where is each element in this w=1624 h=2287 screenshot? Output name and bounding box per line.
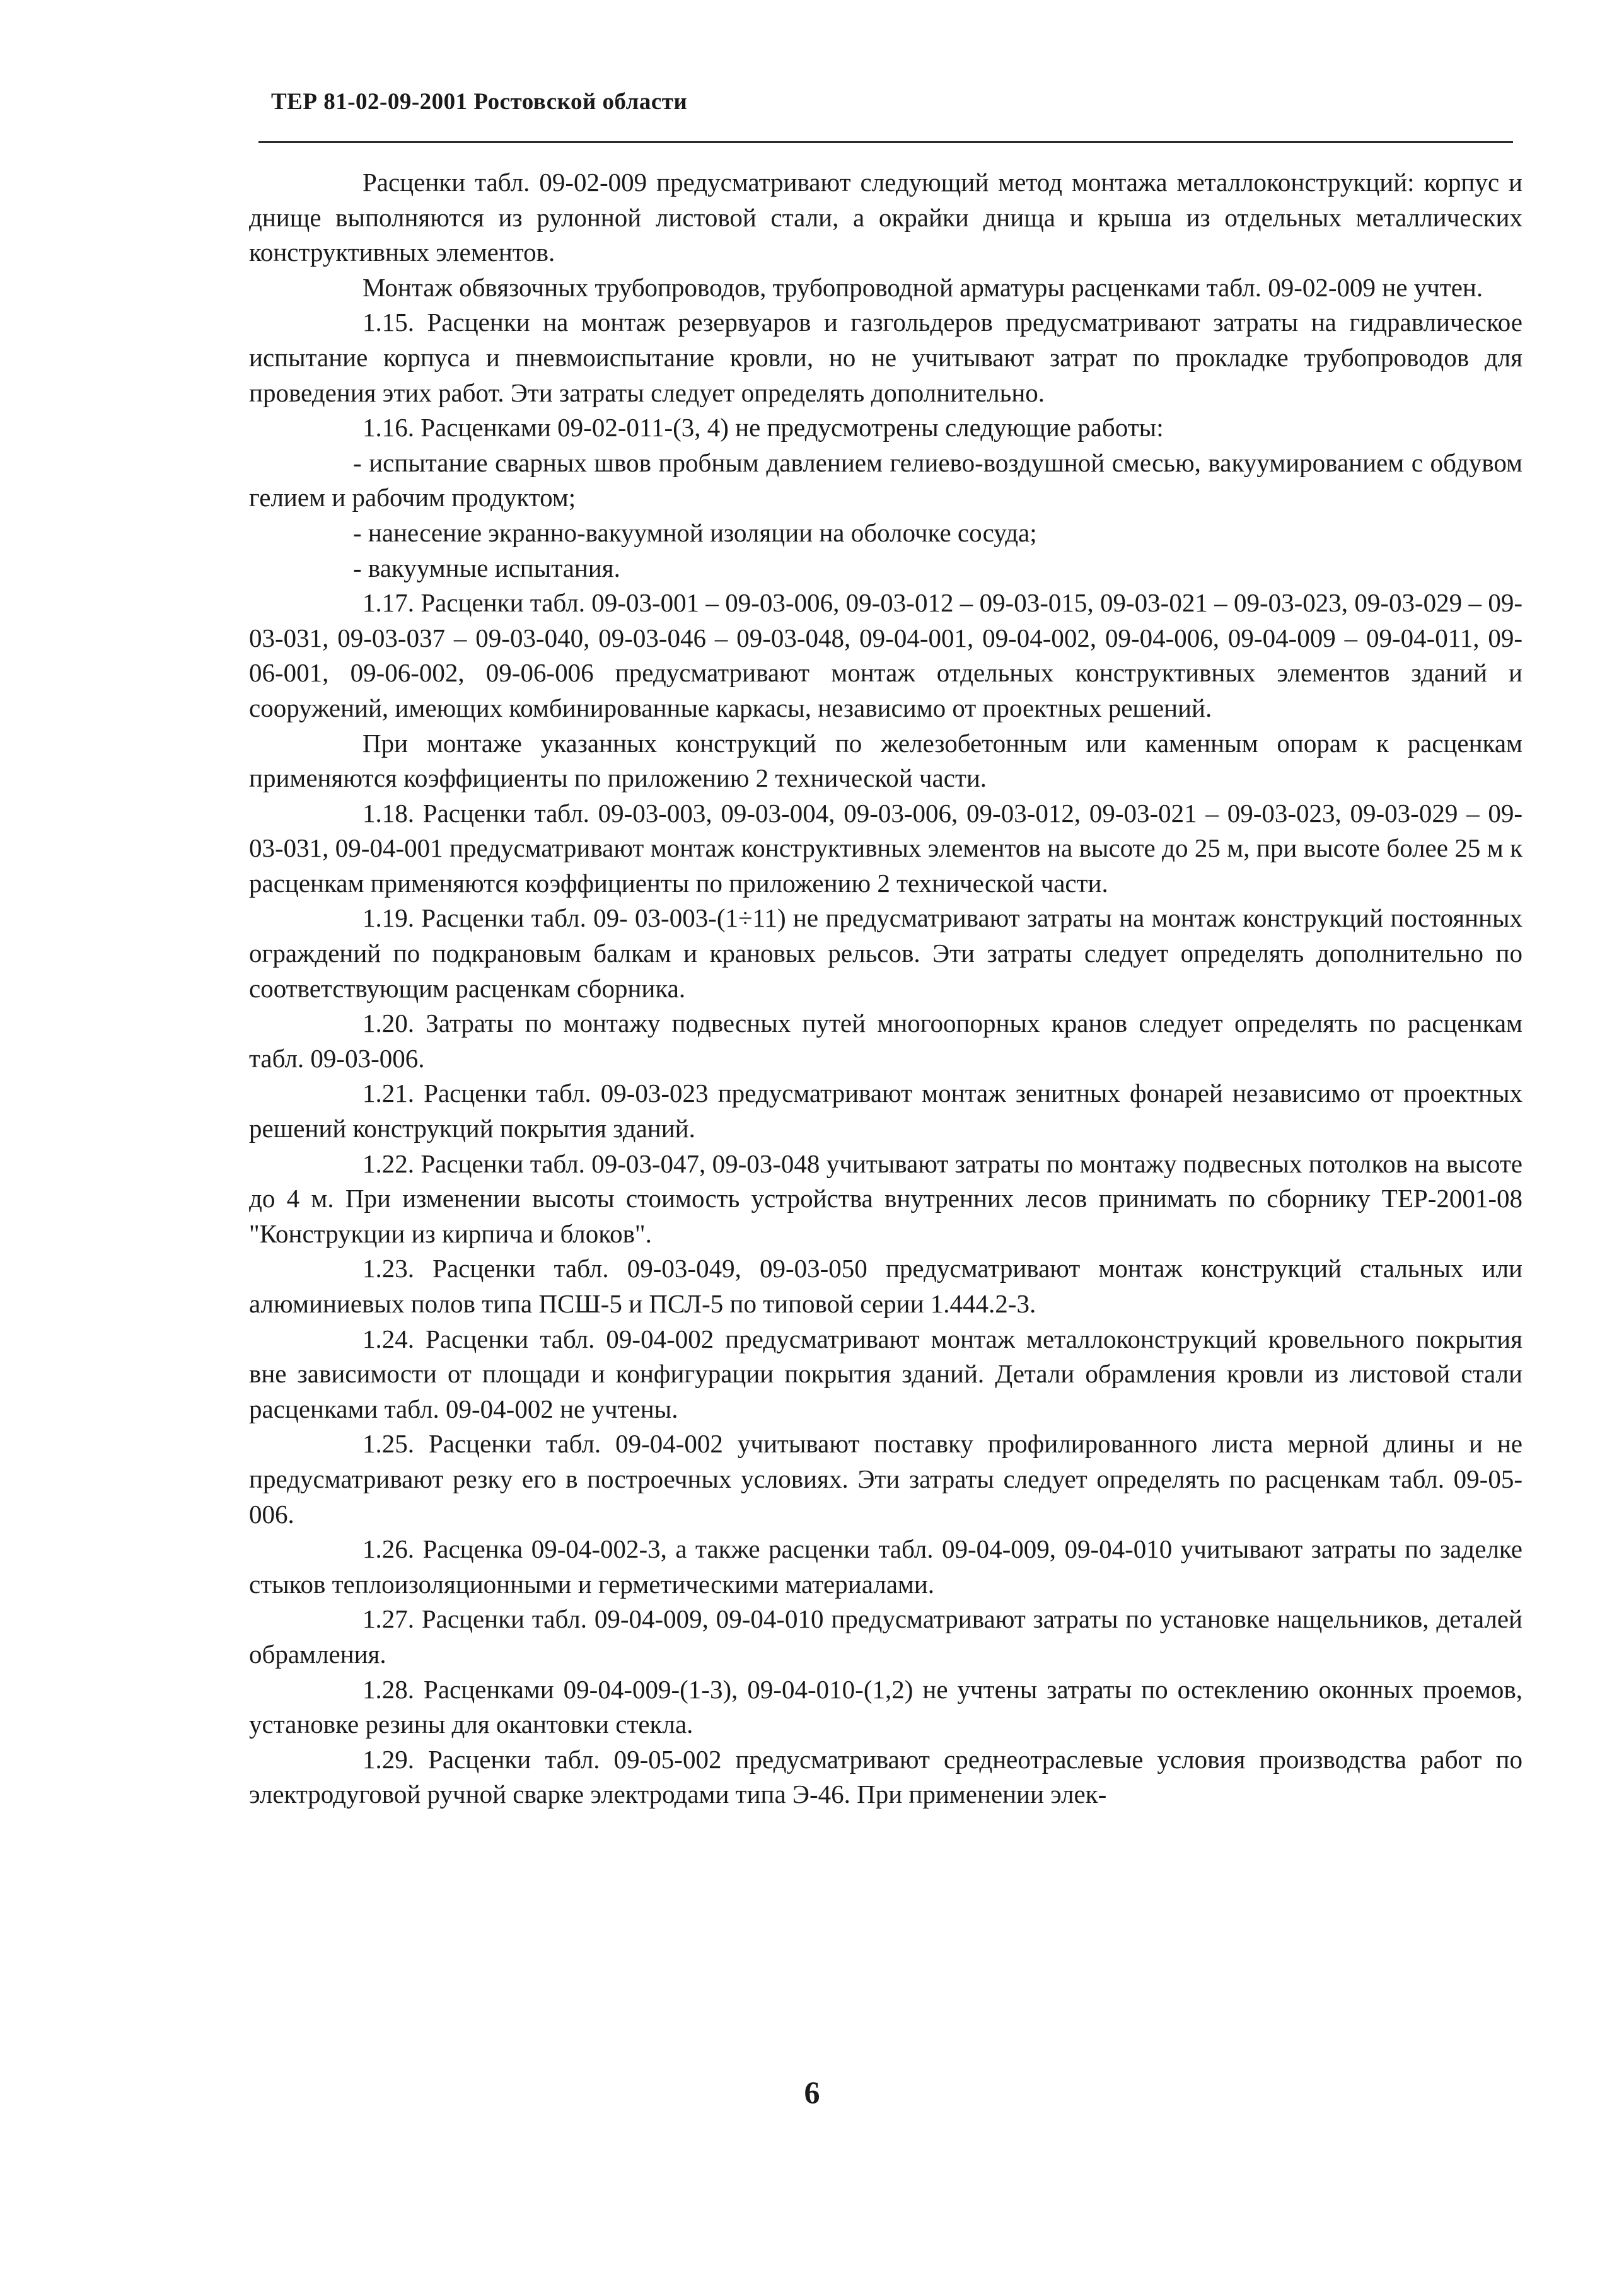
paragraph-1-20: 1.20. Затраты по монтажу подвесных путей многоопорных кранов следует определять по расценкам табл. 09-03-006. — [249, 1009, 1522, 1073]
paragraph-1-26: 1.26. Расценка 09-04-002-3, а также расценки табл. 09-04-009, 09-04-010 учитывают затраты по заделке стыков теплоизоляционными и герметическими материалами. — [249, 1534, 1522, 1599]
paragraph-1-24: 1.24. Расценки табл. 09-04-002 предусматривают монтаж металлоконструкций кровельного покрытия вне зависимости от площади и конфигурации покрытия зданий. Детали обрамления кровли из листовой стали расценками табл. 09-04-002 не учтены. — [249, 1324, 1522, 1423]
paragraph-1-28: 1.28. Расценками 09-04-009-(1-3), 09-04-010-(1,2) не учтены затраты по остеклению оконных проемов, установке резины для окантовки стекла. — [249, 1674, 1522, 1739]
body-text — [249, 165, 1522, 1812]
paragraph-1-23: 1.23. Расценки табл. 09-03-049, 09-03-050 предусматривают монтаж конструкций стальных или алюминиевых полов типа ПСШ-5 и ПСЛ-5 по типовой серии 1.444.2-3. — [249, 1254, 1522, 1318]
paragraph-1-19: 1.19. Расценки табл. 09- 03-003-(1÷11) не предусматривают затраты на монтаж конструкций постоянных ограждений по подкрановым балкам и крановых рельсов. Эти затраты следует определять дополнительно по соответствующим расценкам сборника. — [249, 903, 1522, 1003]
paragraph-1-27: 1.27. Расценки табл. 09-04-009, 09-04-010 предусматривают затраты по установке нащельников, деталей обрамления. — [249, 1604, 1522, 1669]
list-item: - испытание сварных швов пробным давлением гелиево-воздушной смесью, вакуумированием с обдувом гелием и рабочим продуктом; — [249, 448, 1522, 512]
list-item: - нанесение экранно-вакуумной изоляции на оболочке сосуда; — [353, 518, 1037, 547]
paragraph-1-25: 1.25. Расценки табл. 09-04-002 учитывают поставку профилированного листа мерной длины и не предусматривают резку его в построечных условиях. Эти затраты следует определять по расценкам табл. 09-05-006. — [249, 1429, 1522, 1529]
header-divider — [258, 141, 1513, 143]
paragraph-1-29: 1.29. Расценки табл. 09-05-002 предусматривают среднеотраслевые условия производства работ по электродуговой ручной сварке электродами типа Э-46. При применении элек- — [249, 1744, 1522, 1809]
paragraph-1-18: 1.18. Расценки табл. 09-03-003, 09-03-004, 09-03-006, 09-03-012, 09-03-021 – 09-03-023, 09-03-029 – 09-03-031, 09-04-001 предусматривают монтаж конструктивных элементов на высоте до 25 м, при высоте более 25 м к расценкам применяются коэффициенты по приложению 2 технической части. — [249, 798, 1522, 898]
page-number: 6 — [804, 2075, 820, 2110]
paragraph-1-16: 1.16. Расценками 09-02-011-(3, 4) не предусмотрены следующие работы: — [362, 413, 1164, 443]
paragraph-1-22: 1.22. Расценки табл. 09-03-047, 09-03-048 учитывают затраты по монтажу подвесных потолков на высоте до 4 м. При изменении высоты стоимость устройства внутренних лесов принимать по сборнику ТЕР-2001-08 "Конструкции из кирпича и блоков". — [249, 1149, 1522, 1248]
paragraph: Расценки табл. 09-02-009 предусматривают следующий метод монтажа металлоконструкций: корпус и днище выполняются из рулонной листовой стали, а окрайки днища и крыша из отдельных металлических конструктивных элементов. — [249, 168, 1522, 267]
running-header: ТЕР 81-02-09-2001 Ростовской области — [271, 89, 688, 115]
paragraph-1-21: 1.21. Расценки табл. 09-03-023 предусматривают монтаж зенитных фонарей независимо от проектных решений конструкций покрытия зданий. — [249, 1079, 1522, 1144]
paragraph: Монтаж обвязочных трубопроводов, трубопроводной арматуры расценками табл. 09-02-009 не учтен. — [362, 272, 1483, 302]
paragraph-1-15: 1.15. Расценки на монтаж резервуаров и газгольдеров предусматривают затраты на гидравлическое испытание корпуса и пневмоиспытание кровли, но не учитывают затрат по прокладке трубопроводов для проведения этих работ. Эти затраты следует определять дополнительно. — [249, 308, 1522, 407]
paragraph-1-17: 1.17. Расценки табл. 09-03-001 – 09-03-006, 09-03-012 – 09-03-015, 09-03-021 – 09-03-023, 09-03-029 – 09-03-031, 09-03-037 – 09-03-040, 09-03-046 – 09-03-048, 09-04-001, 09-04-002, 09-04-006, 09-04-009 – 09-04-011, 09-06-001, 09-06-002, 09-06-006 предусматривают монтаж отдельных конструктивных элементов зданий и сооружений, имеющих комбинированные каркасы, независимо от проектных решений. — [249, 588, 1522, 722]
paragraph: При монтаже указанных конструкций по железобетонным или каменным опорам к расценкам применяются коэффициенты по приложению 2 технической части. — [249, 728, 1522, 793]
list-item: - вакуумные испытания. — [353, 553, 620, 582]
